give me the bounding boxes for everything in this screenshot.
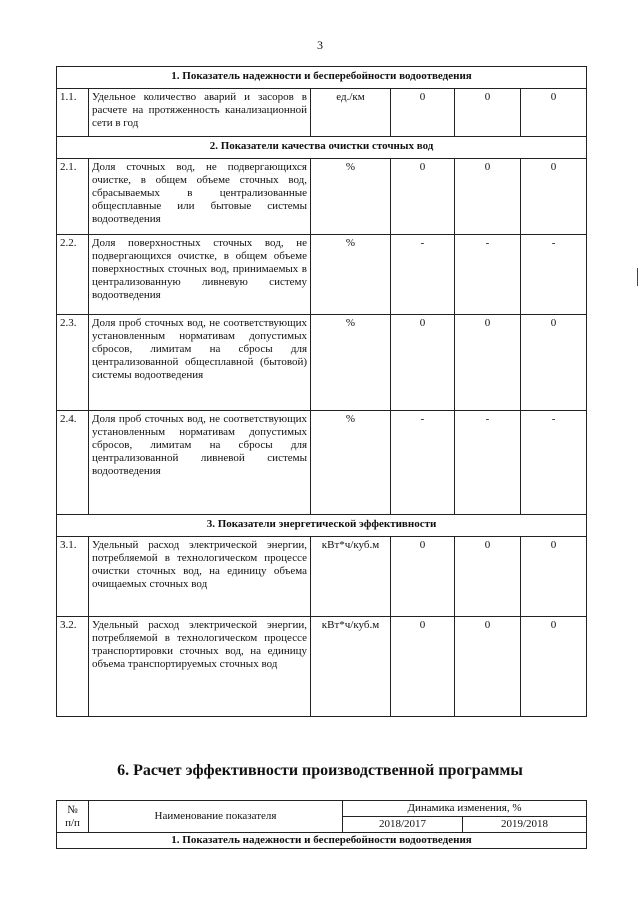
indicator-name: Доля сточных вод, не подвергающихся очистке, в общем объеме сточных вод, сбрасываемых в централизованные общесплавные или бытовые системы водоотведения — [89, 159, 311, 235]
section-header-row — [57, 515, 587, 537]
col-name-header: Наименование показателя — [89, 801, 343, 833]
indicator-name: Удельное количество аварий и засоров в расчете на протяженность канализационной сети в год — [89, 89, 311, 137]
value-1: 0 — [391, 89, 455, 137]
table-row — [57, 537, 587, 617]
table-row — [57, 617, 587, 717]
section-header-row — [57, 137, 587, 159]
unit: % — [311, 159, 391, 235]
value-3: 0 — [521, 315, 587, 411]
indicator-name: Доля поверхностных сточных вод, не подвергающихся очистке, в общем объеме поверхностных сточных вод, принимаемых в централизованную ливневую систему водоотведения — [89, 235, 311, 315]
value-2: 0 — [455, 315, 521, 411]
value-3: 0 — [521, 159, 587, 235]
row-number: 2.3. — [57, 315, 89, 411]
value-3: - — [521, 411, 587, 515]
table-row — [57, 89, 587, 137]
section-header-row — [57, 67, 587, 89]
indicator-name: Удельный расход электрической энергии, потребляемой в технологическом процессе очистки сточных вод, на единицу объема очищаемых сточных вод — [89, 537, 311, 617]
row-number: 2.2. — [57, 235, 89, 315]
indicator-name: Доля проб сточных вод, не соответствующих установленным нормативам допустимых сбросов, лимитам на сбросы для централизованной ливневой системы водоотведения — [89, 411, 311, 515]
table-row — [57, 315, 587, 411]
section-6-title: 6. Расчет эффективности производственной программы — [117, 762, 523, 779]
row-number: 1.1. — [57, 89, 89, 137]
value-2: 0 — [455, 89, 521, 137]
value-1: 0 — [391, 537, 455, 617]
unit: кВт*ч/куб.м — [311, 617, 391, 717]
efficiency-table — [56, 800, 587, 849]
value-1: - — [391, 411, 455, 515]
unit: % — [311, 315, 391, 411]
value-1: 0 — [391, 159, 455, 235]
section-1-header: 1. Показатель надежности и бесперебойности водоотведения — [57, 833, 587, 849]
col-year-1-header: 2018/2017 — [343, 817, 463, 833]
indicator-name: Удельный расход электрической энергии, потребляемой в технологическом процессе транспортировки сточных вод, на единицу объема транспортируемых сточных вод — [89, 617, 311, 717]
unit: кВт*ч/куб.м — [311, 537, 391, 617]
value-3: 0 — [521, 89, 587, 137]
value-2: 0 — [455, 617, 521, 717]
value-1: 0 — [391, 315, 455, 411]
unit: % — [311, 411, 391, 515]
row-number: 2.1. — [57, 159, 89, 235]
table-row — [57, 159, 587, 235]
table-row — [57, 235, 587, 315]
value-3: - — [521, 235, 587, 315]
indicator-name: Доля проб сточных вод, не соответствующих установленным нормативам допустимых сбросов, лимитам на сбросы для централизованной общесплавной (бытовой) системы водоотведения — [89, 315, 311, 411]
col-num-header: № п/п — [57, 801, 89, 833]
value-2: - — [455, 411, 521, 515]
value-1: - — [391, 235, 455, 315]
unit: % — [311, 235, 391, 315]
row-number: 3.2. — [57, 617, 89, 717]
value-3: 0 — [521, 617, 587, 717]
scan-edge-mark — [637, 268, 638, 286]
section-title: 1. Показатель надежности и бесперебойности водоотведения — [57, 67, 587, 89]
indicators-table — [56, 66, 587, 717]
row-number: 2.4. — [57, 411, 89, 515]
page-number: 3 — [317, 38, 323, 52]
value-2: - — [455, 235, 521, 315]
value-1: 0 — [391, 617, 455, 717]
row-number: 3.1. — [57, 537, 89, 617]
value-2: 0 — [455, 537, 521, 617]
value-2: 0 — [455, 159, 521, 235]
section-title: 3. Показатели энергетической эффективности — [57, 515, 587, 537]
col-year-2-header: 2019/2018 — [463, 817, 587, 833]
unit: ед./км — [311, 89, 391, 137]
value-3: 0 — [521, 537, 587, 617]
section-title: 2. Показатели качества очистки сточных вод — [57, 137, 587, 159]
table-row — [57, 411, 587, 515]
col-dynamics-header: Динамика изменения, % — [343, 801, 587, 817]
